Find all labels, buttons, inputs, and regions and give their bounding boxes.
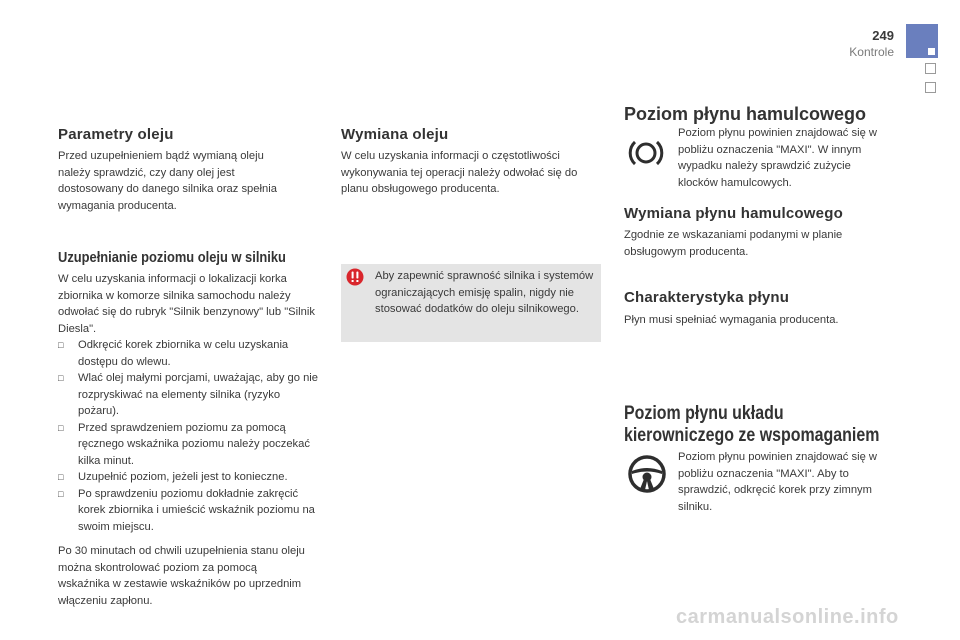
chapter-tab bbox=[906, 24, 938, 58]
warning-text: Aby zapewnić sprawność silnika i systemów ograniczających emisję spalin, nigdy nie stosować dodatków do oleju silnikowego. bbox=[375, 270, 594, 315]
list-item: □ Uzupełnić poziom, jeżeli jest to konieczne. bbox=[58, 469, 320, 486]
wymiana-hamulcowego-text: Zgodnie ze wskazaniami podanymi w planie obsługowym producenta. bbox=[624, 229, 843, 258]
list-item: □ Przed sprawdzeniem poziomu za pomocą ręcznego wskaźnika poziomu należy poczekać kilka minut. bbox=[58, 420, 320, 470]
page-number: 249 bbox=[872, 28, 894, 43]
list-item: □ Wlać olej małymi porcjami, uważając, aby go nie rozpryskiwać na elementy silnika (ryzyko pożaru). bbox=[58, 370, 320, 420]
warning-icon bbox=[346, 268, 364, 286]
charakterystyka-text: Płyn musi spełniać wymagania producenta. bbox=[624, 314, 839, 326]
parametry-oleju-heading: Parametry oleju bbox=[58, 126, 174, 143]
charakterystyka-heading: Charakterystyka płynu bbox=[624, 289, 790, 306]
brake-fluid-icon bbox=[626, 137, 666, 169]
uzupelnianie-intro: W celu uzyskania informacji o lokalizacji korka zbiornika w komorze silnika samochodu należy odwołać się do rubryk "Silnik benzynowy" lub "Silnik Diesla". bbox=[58, 273, 315, 335]
chapter-tab-marker bbox=[928, 48, 935, 55]
list-item: □ Odkręcić korek zbiornika w celu uzyskania dostępu do wlewu. bbox=[58, 337, 320, 370]
wymiana-hamulcowego-heading: Wymiana płynu hamulcowego bbox=[624, 205, 843, 222]
chapter-box bbox=[925, 82, 936, 93]
wymiana-oleju-text: W celu uzyskania informacji o częstotliwości wykonywania tej operacji należy odwołać się do planu obsługowego producenta. bbox=[341, 150, 578, 195]
kierownicze-text: Poziom płynu powinien znajdować się w pobliżu oznaczenia "MAXI". Aby to sprawdzić, odkręcić korek przy zimnym silniku. bbox=[678, 451, 877, 513]
uzupelnianie-steps bbox=[58, 337, 320, 535]
uzupelnianie-heading: Uzupełnianie poziomu oleju w silniku bbox=[58, 249, 286, 266]
chapter-box bbox=[925, 63, 936, 74]
poziom-hamulcowego-text: Poziom płynu powinien znajdować się w pobliżu oznaczenia "MAXI". W innym wypadku należy sprawdzić zużycie klocków hamulcowych. bbox=[678, 127, 877, 189]
list-item: □ Po sprawdzeniu poziomu dokładnie zakręcić korek zbiornika i umieścić wskaźnik poziomu na swoim miejscu. bbox=[58, 486, 320, 536]
kierownicze-heading-line2: kierowniczego ze wspomaganiem bbox=[624, 425, 880, 446]
section-name: Kontrole bbox=[849, 45, 894, 59]
kierownicze-heading bbox=[624, 403, 879, 447]
watermark: carmanualsonline.info bbox=[676, 606, 899, 628]
wymiana-oleju-heading: Wymiana oleju bbox=[341, 126, 449, 143]
steering-wheel-icon bbox=[626, 454, 668, 494]
kierownicze-heading-line1: Poziom płynu układu bbox=[624, 403, 784, 424]
uzupelnianie-content bbox=[58, 271, 320, 609]
uzupelnianie-outro: Po 30 minutach od chwili uzupełnienia stanu oleju można skontrolować poziom za pomocą wskaźnika w zestawie wskaźników po uprzednim włączeniu zapłonu. bbox=[58, 545, 305, 607]
parametry-oleju-text: Przed uzupełnieniem bądź wymianą oleju należy sprawdzić, czy dany olej jest dostosowany do danego silnika oraz spełnia wymagania producenta. bbox=[58, 150, 277, 212]
poziom-hamulcowego-heading: Poziom płynu hamulcowego bbox=[624, 104, 867, 124]
